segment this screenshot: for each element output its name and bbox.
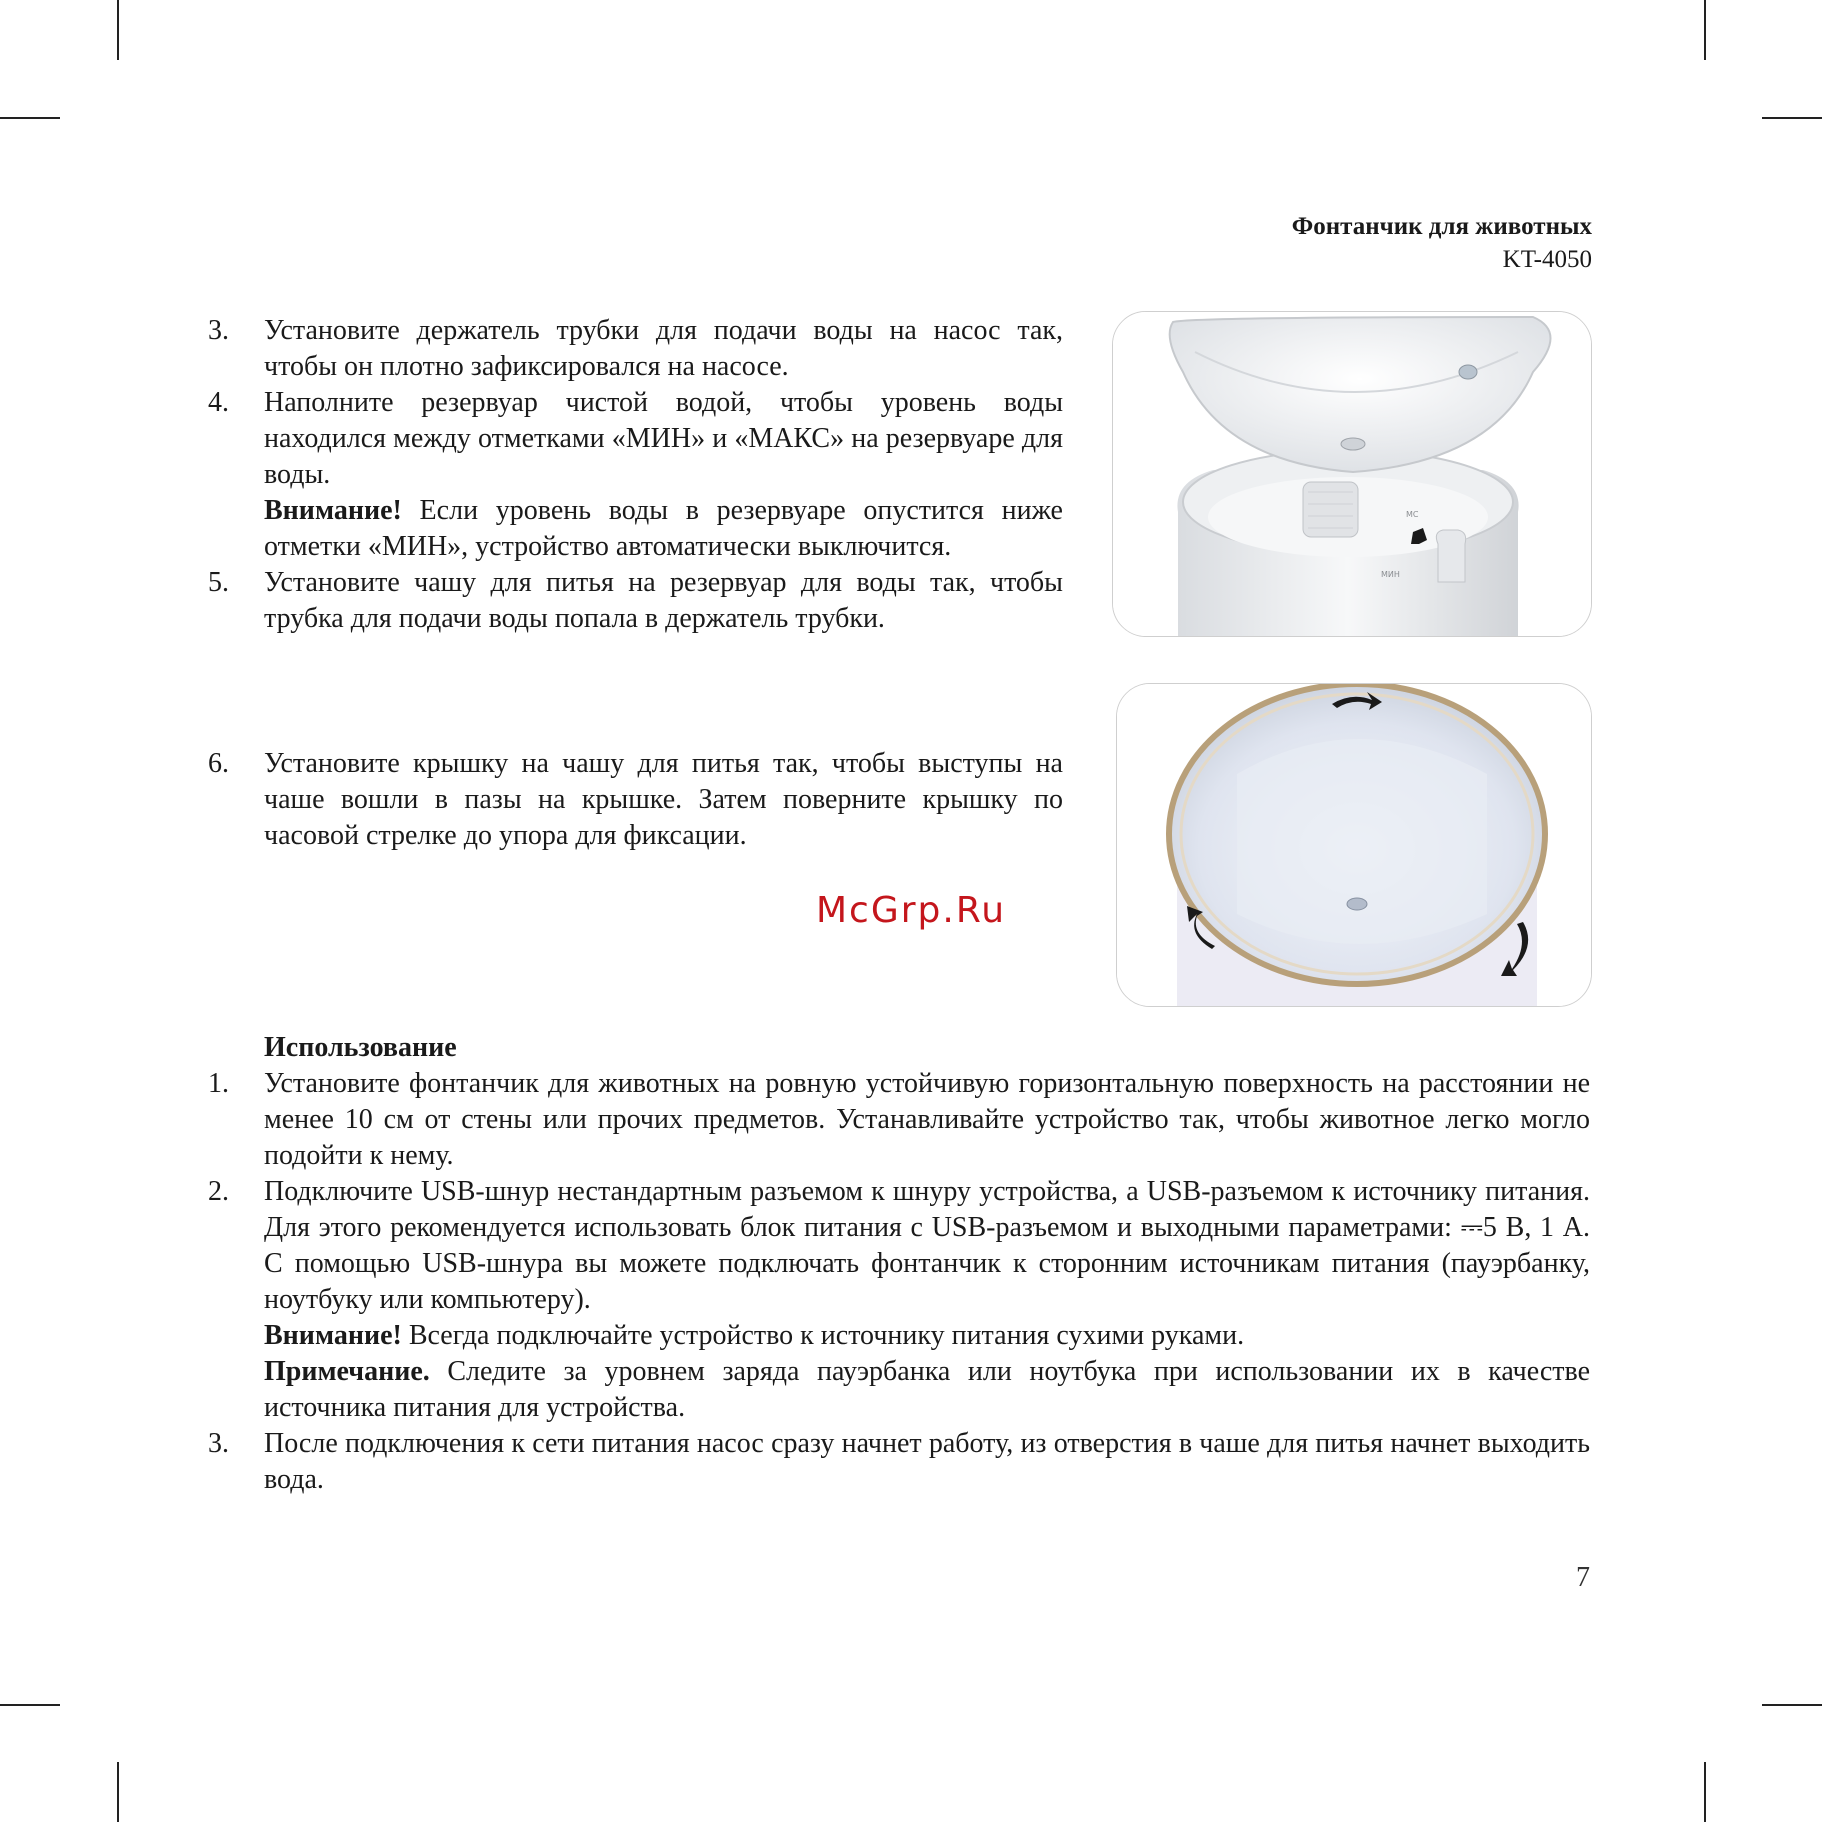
crop-mark — [1762, 1704, 1822, 1706]
assembly-steps-top — [208, 313, 1063, 637]
step-number: 6. — [208, 748, 229, 779]
step-number: 4. — [208, 387, 229, 418]
lid-illustration — [1117, 684, 1591, 1006]
assembly-step-6 — [208, 746, 1063, 854]
bowl-illustration — [1113, 312, 1591, 636]
remark-text: Следите за уровнем заряда пауэрбанка или ноутбука при использовании их в качестве источника питания для устройства. — [264, 1356, 1590, 1423]
crop-mark — [1704, 1762, 1706, 1822]
step-text: Подключите USB-шнур нестандартным разъемом к шнуру устройства, а USB-разъемом к источнику питания. Для этого рекомендуется использовать блок питания с USB-разъемом и выходными параметрами: ⎓5 В, 1 А. С помощью USB-шнура вы можете подключать фонтанчик к сторонним источникам питания (пауэрбанку, ноутбуку или компьютеру). — [264, 1176, 1590, 1315]
crop-mark — [117, 0, 119, 60]
crop-mark — [1704, 0, 1706, 60]
crop-mark — [117, 1762, 119, 1822]
bowl-installation-photo — [1112, 311, 1592, 637]
step-text: Наполните резервуар чистой водой, чтобы уровень воды находился между отметками «МИН» и «МАКС» на резервуаре для воды. — [264, 387, 1063, 490]
step-text: Установите фонтанчик для животных на ровную устойчивую горизонтальную поверхность на расстоянии не менее 10 см от стены или прочих предметов. Устанавливайте устройство так, чтобы животное легко могло подойти к нему. — [264, 1068, 1590, 1171]
warning-label: Внимание! — [264, 495, 402, 526]
list-item — [208, 565, 1063, 637]
step-number: 3. — [208, 1428, 229, 1459]
step-number: 5. — [208, 567, 229, 598]
warning-label: Внимание! — [264, 1320, 402, 1351]
crop-mark — [0, 117, 60, 119]
list-item — [208, 1426, 1590, 1498]
step-text: Установите крышку на чашу для питья так, чтобы выступы на чаше вошли в пазы на крышке. Затем поверните крышку по часовой стрелке до упора для фиксации. — [264, 748, 1063, 851]
crop-mark — [1762, 117, 1822, 119]
page-number: 7 — [1576, 1562, 1590, 1593]
remark-note — [208, 1354, 1590, 1426]
mark-max-label: MC — [1406, 510, 1419, 519]
warning-note — [208, 1318, 1590, 1354]
step-number: 2. — [208, 1176, 229, 1207]
section-title: Использование — [264, 1032, 457, 1063]
list-item — [208, 746, 1063, 854]
step-text: После подключения к сети питания насос сразу начнет работу, из отверстия в чаше для питья начнет выходить вода. — [264, 1428, 1590, 1495]
crop-mark — [0, 1704, 60, 1706]
page-header — [1292, 210, 1592, 276]
step-number: 1. — [208, 1068, 229, 1099]
list-item — [208, 1174, 1590, 1318]
header-title: Фонтанчик для животных — [1291, 213, 1592, 240]
list-item — [208, 385, 1063, 493]
step-text: Установите держатель трубки для подачи воды на насос так, чтобы он плотно зафиксировался на насосе. — [264, 315, 1063, 382]
usage-section — [208, 1030, 1590, 1498]
list-item — [208, 313, 1063, 385]
remark-label: Примечание. — [264, 1356, 430, 1387]
warning-note — [208, 493, 1063, 565]
lid-installation-photo — [1116, 683, 1592, 1007]
mark-min-label: МИН — [1381, 570, 1400, 579]
header-model: KT-4050 — [1502, 246, 1592, 273]
step-text: Установите чашу для питья на резервуар для воды так, чтобы трубка для подачи воды попала в держатель трубки. — [264, 567, 1063, 634]
warning-text: Если уровень воды в резервуаре опустится ниже отметки «МИН», устройство автоматически выключится. — [264, 495, 1063, 562]
list-item — [208, 1066, 1590, 1174]
watermark: McGrp.Ru — [816, 890, 1007, 931]
step-number: 3. — [208, 315, 229, 346]
warning-text: Всегда подключайте устройство к источнику питания сухими руками. — [401, 1320, 1245, 1351]
